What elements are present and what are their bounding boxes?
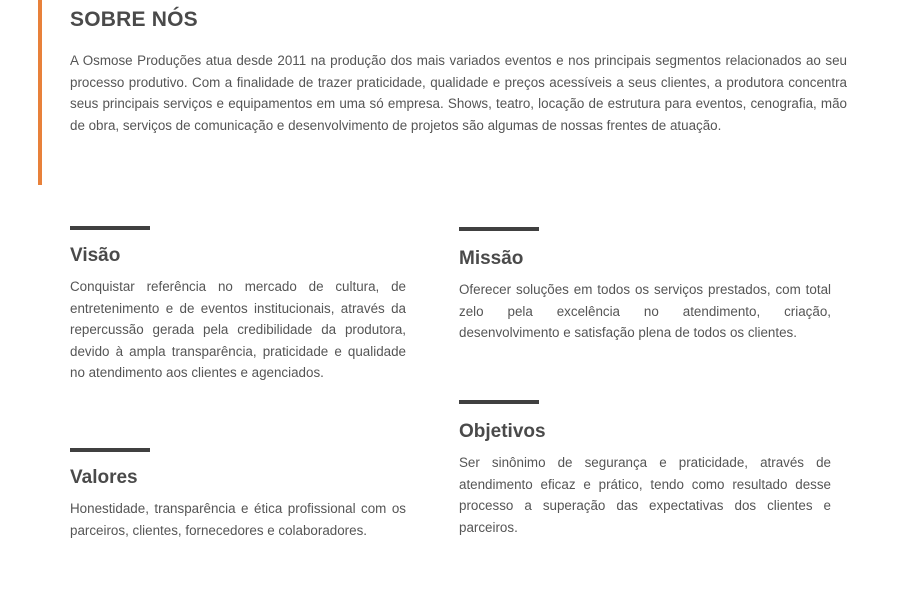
section-divider <box>70 226 150 230</box>
accent-bar <box>38 0 42 185</box>
section-valores <box>70 448 406 538</box>
section-text-visao: Conquistar referência no mercado de cultura, de entretenimento e de eventos institucionais, através da repercussão gerada pela credibilidade da produtora, devido à ampla transparência, praticidade e qualidade no atendimento aos clientes e agenciados. <box>70 279 406 381</box>
section-divider <box>70 448 150 452</box>
page-title: SOBRE NÓS <box>70 8 198 31</box>
section-title-missao: Missão <box>459 248 524 269</box>
section-objetivos <box>459 400 831 535</box>
section-divider <box>459 227 539 231</box>
about-paragraph: A Osmose Produções atua desde 2011 na produção dos mais variados eventos e nos principais segmentos relacionados ao seu processo produtivo. Com a finalidade de trazer praticidade, qualidade e preços acessíveis a seus clientes, a produtora concentra seus principais serviços e equipamentos em uma só empresa. Shows, teatro, locação de estrutura para eventos, cenografia, mão de obra, serviços de comunicação e desenvolvimento de projetos são algumas de nossas frentes de atuação. <box>70 53 847 133</box>
section-text-missao: Oferecer soluções em todos os serviços prestados, com total zelo pela excelência no atendimento, criação, desenvolvimento e satisfação plena de todos os clientes. <box>459 282 831 341</box>
section-divider <box>459 400 539 404</box>
section-text-valores: Honestidade, transparência e ética profissional com os parceiros, clientes, fornecedores e colaboradores. <box>70 501 406 538</box>
section-title-objetivos: Objetivos <box>459 421 546 442</box>
section-visao <box>70 226 406 381</box>
section-text-objetivos: Ser sinônimo de segurança e praticidade, através de atendimento eficaz e prático, tendo como resultado desse processo a superação das expectativas dos clientes e parceiros. <box>459 455 831 535</box>
section-title-valores: Valores <box>70 467 138 488</box>
section-title-visao: Visão <box>70 245 121 266</box>
section-missao <box>459 227 831 341</box>
